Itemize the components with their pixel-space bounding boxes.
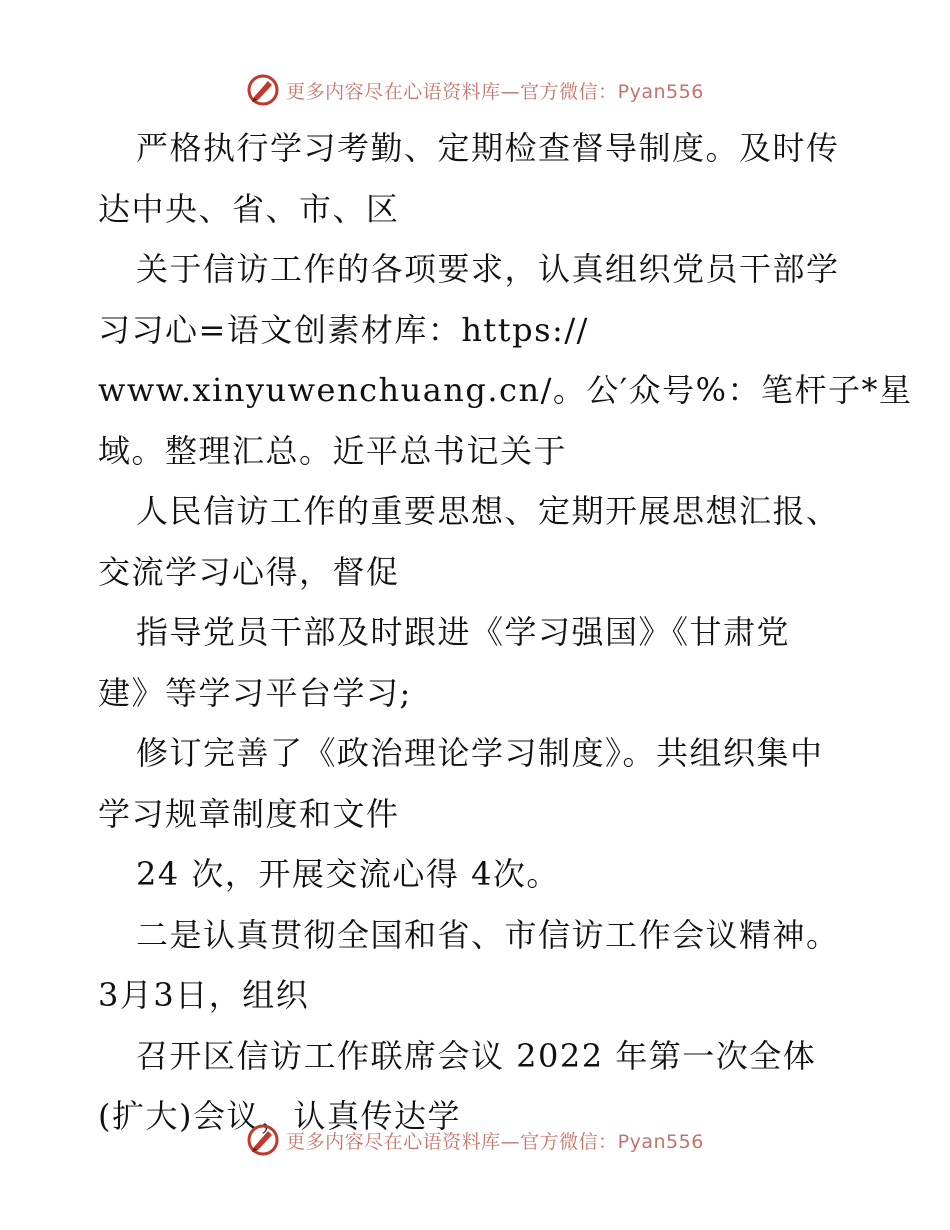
text-line: 二是认真贯彻全国和省、市信访工作会议精神。	[136, 915, 840, 954]
text-line: 3月3日，组织	[98, 976, 310, 1014]
text-line: 人民信访工作的重要思想、定期开展思想汇报、	[136, 492, 840, 530]
header-banner-text: 更多内容尽在心语资料库—官方微信：Pyan556	[286, 80, 704, 103]
text-line: 交流学习心得，督促	[98, 552, 400, 591]
pen-logo-icon	[246, 1123, 280, 1157]
text-line: www.xinyuwenchuang.cn/。公′众号%：笔杆子*星	[98, 371, 913, 409]
text-line: 修订完善了《政治理论学习制度》。共组织集中	[136, 734, 824, 772]
text-line: 学习规章制度和文件	[98, 794, 400, 833]
text-line: 域。整理汇总。近平总书记关于	[98, 431, 568, 470]
pen-logo-icon	[246, 73, 280, 107]
text-line: 指导党员干部及时跟进《学习强国》《甘肃党	[136, 613, 791, 651]
header-banner	[0, 70, 950, 110]
text-line: 达中央、省、市、区	[98, 189, 400, 228]
text-line: (扩大)会议，认真传达学	[98, 1097, 461, 1135]
document-body	[98, 118, 913, 1147]
text-line: 召开区信访工作联席会议 2022 年第一次全体	[136, 1036, 817, 1075]
text-line: 严格执行学习考勤、定期检查督导制度。及时传	[136, 129, 840, 167]
footer-banner-text: 更多内容尽在心语资料库—官方微信：Pyan556	[286, 1130, 704, 1153]
text-line: 建》等学习平台学习;	[98, 673, 412, 712]
text-line: 习习心=语文创素材库：https://	[98, 310, 589, 349]
text-line: 24 次，开展交流心得 4次。	[136, 855, 560, 893]
text-line: 关于信访工作的各项要求，认真组织党员干部学	[136, 250, 840, 288]
footer-banner	[0, 1120, 950, 1160]
